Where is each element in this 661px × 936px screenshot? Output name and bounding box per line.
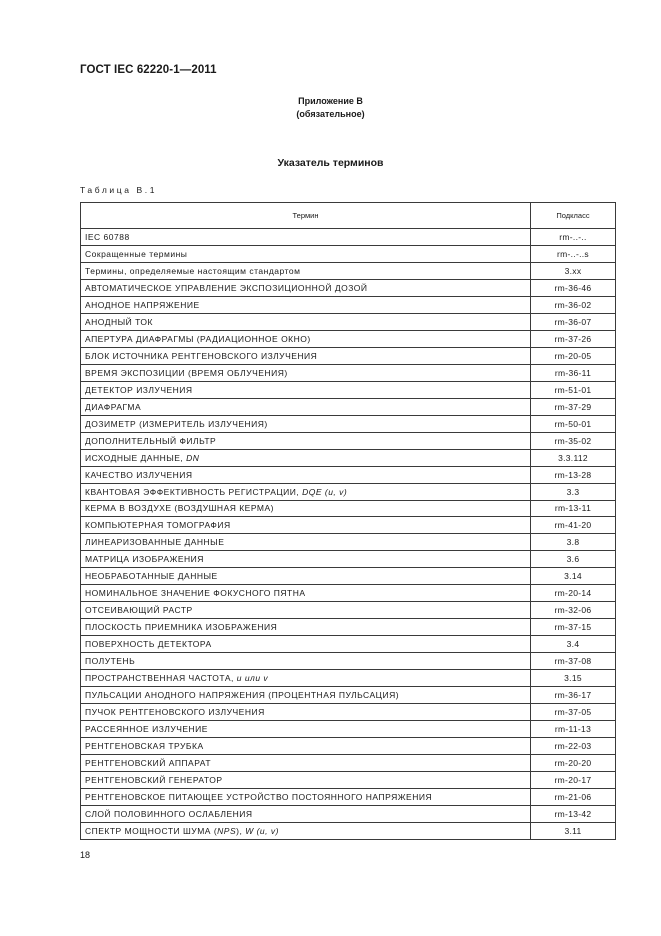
table-row bbox=[81, 788, 616, 805]
term-text: ПУЛЬСАЦИИ АНОДНОГО НАПРЯЖЕНИЯ (ПРОЦЕНТНАЯ ПУЛЬСАЦИЯ) bbox=[85, 690, 400, 701]
term-text: Сокращенные термины bbox=[85, 248, 188, 259]
table-row bbox=[81, 279, 616, 296]
term-text: РЕНТГЕНОВСКИЙ АППАРАТ bbox=[85, 758, 212, 769]
term-cell bbox=[81, 534, 531, 551]
table-row bbox=[81, 653, 616, 670]
term-text: ПОВЕРХНОСТЬ ДЕТЕКТОРА bbox=[85, 639, 212, 650]
subclause-cell: rm-13-42 bbox=[531, 805, 616, 822]
term-text: АПЕРТУРА ДИАФРАГМЫ (РАДИАЦИОННОЕ ОКНО) bbox=[85, 333, 311, 344]
table-row bbox=[81, 721, 616, 738]
term-symbol: W (u, v) bbox=[245, 825, 279, 836]
table-row bbox=[81, 602, 616, 619]
table-row bbox=[81, 330, 616, 347]
table-row bbox=[81, 670, 616, 687]
term-text: НЕОБРАБОТАННЫЕ ДАННЫЕ bbox=[85, 571, 218, 582]
table-row bbox=[81, 636, 616, 653]
term-text: ), bbox=[236, 825, 246, 836]
subclause-cell: 3.4 bbox=[531, 636, 616, 653]
table-row bbox=[81, 551, 616, 568]
subclause-cell: rm-32-06 bbox=[531, 602, 616, 619]
term-cell bbox=[81, 704, 531, 721]
term-cell bbox=[81, 330, 531, 347]
term-cell bbox=[81, 653, 531, 670]
table-row bbox=[81, 483, 616, 500]
index-title: Указатель терминов bbox=[277, 157, 384, 169]
subclause-cell: rm-37-26 bbox=[531, 330, 616, 347]
table-row bbox=[81, 415, 616, 432]
term-text: ДЕТЕКТОР ИЗЛУЧЕНИЯ bbox=[85, 384, 193, 395]
subclause-cell: 3.6 bbox=[531, 551, 616, 568]
term-text: ДОПОЛНИТЕЛЬНЫЙ ФИЛЬТР bbox=[85, 435, 217, 446]
subclause-cell: rm-21-06 bbox=[531, 788, 616, 805]
subclause-cell: rm-11-13 bbox=[531, 721, 616, 738]
table-row bbox=[81, 466, 616, 483]
subclause-cell: 3.8 bbox=[531, 534, 616, 551]
subclause-cell: rm-13-28 bbox=[531, 466, 616, 483]
term-text: ДИАФРАГМА bbox=[85, 401, 142, 412]
subclause-cell: rm-36-07 bbox=[531, 313, 616, 330]
term-text: БЛОК ИСТОЧНИКА РЕНТГЕНОВСКОГО ИЗЛУЧЕНИЯ bbox=[85, 350, 318, 361]
term-cell bbox=[81, 296, 531, 313]
term-text: АНОДНОЕ НАПРЯЖЕНИЕ bbox=[85, 299, 200, 310]
table-header-row bbox=[81, 203, 616, 229]
term-text: Термины, определяемые настоящим стандартом bbox=[85, 265, 301, 276]
subclause-cell: rm-37-15 bbox=[531, 619, 616, 636]
subclause-cell: 3.3.112 bbox=[531, 449, 616, 466]
table-row bbox=[81, 432, 616, 449]
term-cell bbox=[81, 279, 531, 296]
subclause-cell: rm-36-46 bbox=[531, 279, 616, 296]
term-symbol: DQE (u, v) bbox=[302, 486, 348, 497]
term-text: КАЧЕСТВО ИЗЛУЧЕНИЯ bbox=[85, 469, 193, 480]
table-row bbox=[81, 517, 616, 534]
term-text: IEC 60788 bbox=[85, 231, 130, 242]
subclause-cell: rm-37-08 bbox=[531, 653, 616, 670]
term-text: ЛИНЕАРИЗОВАННЫЕ ДАННЫЕ bbox=[85, 537, 225, 548]
subclause-cell: rm-13-11 bbox=[531, 500, 616, 517]
table-row bbox=[81, 398, 616, 415]
subclause-cell: rm-36-02 bbox=[531, 296, 616, 313]
term-cell bbox=[81, 262, 531, 279]
term-cell bbox=[81, 364, 531, 381]
subclause-cell: rm-37-29 bbox=[531, 398, 616, 415]
term-text: ПРОСТРАНСТВЕННАЯ ЧАСТОТА, bbox=[85, 673, 237, 684]
annex-title: Приложение В bbox=[298, 96, 363, 106]
subclause-cell: rm-41-20 bbox=[531, 517, 616, 534]
term-cell bbox=[81, 602, 531, 619]
subclause-cell: rm-37-05 bbox=[531, 704, 616, 721]
subclause-cell: 3.xx bbox=[531, 262, 616, 279]
term-cell bbox=[81, 670, 531, 687]
term-text: КЕРМА В ВОЗДУХЕ (ВОЗДУШНАЯ КЕРМА) bbox=[85, 503, 275, 514]
table-row bbox=[81, 262, 616, 279]
table-row bbox=[81, 822, 616, 839]
table-row bbox=[81, 585, 616, 602]
term-text: КОМПЬЮТЕРНАЯ ТОМОГРАФИЯ bbox=[85, 520, 231, 531]
term-cell bbox=[81, 551, 531, 568]
table-row bbox=[81, 229, 616, 246]
table-row bbox=[81, 449, 616, 466]
subclause-cell: 3.3 bbox=[531, 483, 616, 500]
term-cell bbox=[81, 772, 531, 789]
table-row bbox=[81, 245, 616, 262]
table-row bbox=[81, 313, 616, 330]
subclause-cell: 3.11 bbox=[531, 822, 616, 839]
subclause-cell: rm-36-11 bbox=[531, 364, 616, 381]
term-symbol: u или v bbox=[236, 673, 269, 684]
subclause-cell: rm-..-.. bbox=[531, 229, 616, 246]
subclause-cell: rm-..-..s bbox=[531, 245, 616, 262]
table-row bbox=[81, 500, 616, 517]
table-row bbox=[81, 347, 616, 364]
term-text: МАТРИЦА ИЗОБРАЖЕНИЯ bbox=[85, 554, 204, 565]
subclause-cell: rm-20-05 bbox=[531, 347, 616, 364]
term-cell bbox=[81, 568, 531, 585]
term-text: ИСХОДНЫЕ ДАННЫЕ, bbox=[85, 452, 187, 463]
term-text: СЛОЙ ПОЛОВИННОГО ОСЛАБЛЕНИЯ bbox=[85, 808, 253, 819]
subclause-cell: rm-22-03 bbox=[531, 738, 616, 755]
table-row bbox=[81, 568, 616, 585]
term-cell bbox=[81, 500, 531, 517]
terms-table bbox=[80, 202, 616, 840]
term-cell bbox=[81, 585, 531, 602]
subclause-cell: rm-20-14 bbox=[531, 585, 616, 602]
term-cell bbox=[81, 432, 531, 449]
document-header: ГОСТ IEC 62220-1—2011 bbox=[80, 64, 217, 76]
table-row bbox=[81, 619, 616, 636]
term-text: ПЛОСКОСТЬ ПРИЕМНИКА ИЗОБРАЖЕНИЯ bbox=[85, 622, 278, 633]
term-text: НОМИНАЛЬНОЕ ЗНАЧЕНИЕ ФОКУСНОГО ПЯТНА bbox=[85, 588, 306, 599]
table-row bbox=[81, 296, 616, 313]
table-caption: Таблица В.1 bbox=[80, 185, 158, 195]
subclause-cell: rm-50-01 bbox=[531, 415, 616, 432]
term-text: КВАНТОВАЯ ЭФФЕКТИВНОСТЬ РЕГИСТРАЦИИ, bbox=[85, 486, 303, 497]
term-cell bbox=[81, 687, 531, 704]
term-cell bbox=[81, 313, 531, 330]
subclause-cell: 3.15 bbox=[531, 670, 616, 687]
table-row bbox=[81, 755, 616, 772]
term-cell bbox=[81, 466, 531, 483]
term-cell bbox=[81, 483, 531, 500]
annex-status: (обязательное) bbox=[296, 109, 365, 119]
term-text: ПОЛУТЕНЬ bbox=[85, 656, 136, 667]
term-cell bbox=[81, 755, 531, 772]
term-text: АНОДНЫЙ ТОК bbox=[85, 316, 153, 327]
term-cell bbox=[81, 517, 531, 534]
table-row bbox=[81, 381, 616, 398]
subclause-cell: rm-20-17 bbox=[531, 772, 616, 789]
table-row bbox=[81, 805, 616, 822]
term-text: ПУЧОК РЕНТГЕНОВСКОГО ИЗЛУЧЕНИЯ bbox=[85, 707, 265, 718]
term-cell bbox=[81, 229, 531, 246]
term-cell bbox=[81, 245, 531, 262]
subclause-cell: rm-51-01 bbox=[531, 381, 616, 398]
table-row bbox=[81, 704, 616, 721]
term-text: ДОЗИМЕТР (ИЗМЕРИТЕЛЬ ИЗЛУЧЕНИЯ) bbox=[85, 418, 268, 429]
term-text: РЕНТГЕНОВСКОЕ ПИТАЮЩЕЕ УСТРОЙСТВО ПОСТОЯННОГО НАПРЯЖЕНИЯ bbox=[85, 791, 433, 802]
column-header-subclause: Подкласс bbox=[531, 203, 616, 229]
term-cell bbox=[81, 805, 531, 822]
term-text: АВТОМАТИЧЕСКОЕ УПРАВЛЕНИЕ ЭКСПОЗИЦИОННОЙ ДОЗОЙ bbox=[85, 282, 368, 293]
term-text: СПЕКТР МОЩНОСТИ ШУМА ( bbox=[85, 825, 218, 836]
column-header-term: Термин bbox=[81, 203, 531, 229]
term-cell bbox=[81, 398, 531, 415]
annex-heading bbox=[0, 95, 661, 121]
term-text: ВРЕМЯ ЭКСПОЗИЦИИ (ВРЕМЯ ОБЛУЧЕНИЯ) bbox=[85, 367, 288, 378]
term-cell bbox=[81, 636, 531, 653]
page-number: 18 bbox=[80, 850, 91, 860]
table-row bbox=[81, 364, 616, 381]
table-row bbox=[81, 687, 616, 704]
table-row bbox=[81, 738, 616, 755]
term-text: ОТСЕИВАЮЩИЙ РАСТР bbox=[85, 605, 193, 616]
subclause-cell: rm-36-17 bbox=[531, 687, 616, 704]
term-cell bbox=[81, 347, 531, 364]
subclause-cell: rm-35-02 bbox=[531, 432, 616, 449]
subclause-cell: rm-20-20 bbox=[531, 755, 616, 772]
term-cell bbox=[81, 619, 531, 636]
term-cell bbox=[81, 415, 531, 432]
terms-table-body bbox=[81, 229, 616, 840]
term-cell bbox=[81, 822, 531, 839]
term-cell bbox=[81, 788, 531, 805]
table-row bbox=[81, 772, 616, 789]
term-cell bbox=[81, 449, 531, 466]
table-row bbox=[81, 534, 616, 551]
term-text: РАССЕЯННОЕ ИЗЛУЧЕНИЕ bbox=[85, 724, 208, 735]
term-cell bbox=[81, 381, 531, 398]
term-cell bbox=[81, 721, 531, 738]
subclause-cell: 3.14 bbox=[531, 568, 616, 585]
term-text: РЕНТГЕНОВСКИЙ ГЕНЕРАТОР bbox=[85, 774, 223, 785]
term-text: РЕНТГЕНОВСКАЯ ТРУБКА bbox=[85, 741, 204, 752]
term-symbol: DN bbox=[186, 452, 200, 463]
term-cell bbox=[81, 738, 531, 755]
term-symbol: NPS bbox=[217, 825, 237, 836]
